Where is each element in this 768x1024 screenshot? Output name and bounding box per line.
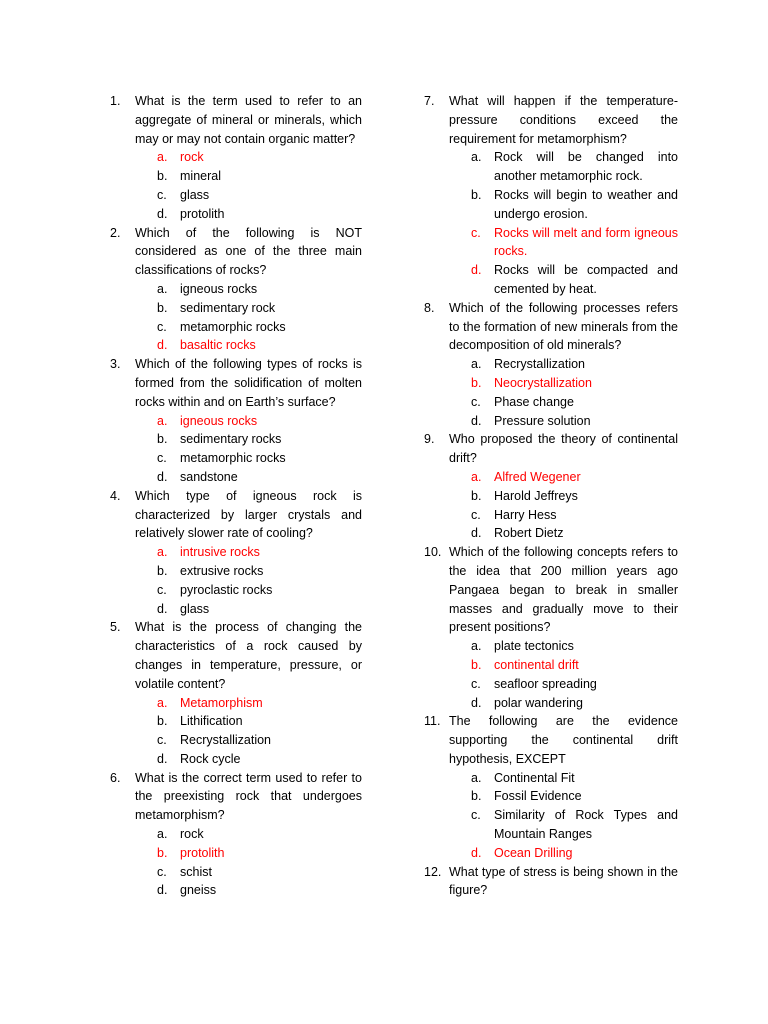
choice-letter: c. [157,733,167,748]
answer-choice [449,806,678,844]
choice-letter: d. [157,206,168,221]
answer-choice [449,637,678,656]
choice-letter: a. [157,413,168,428]
choice-letter: c. [471,394,481,409]
choice-text: basaltic rocks [180,338,256,353]
choice-letter: c. [471,676,481,691]
answer-choices [135,543,362,618]
answer-choice-correct [449,656,678,675]
choice-letter: b. [157,300,168,315]
question-item [424,430,678,543]
choice-text: Fossil Evidence [494,789,582,804]
choice-letter: b. [471,488,482,503]
answer-choice-correct [449,844,678,863]
choice-text: Similarity of Rock Types and Mountain Ranges [494,808,678,842]
question-item [110,487,362,619]
answer-choice [135,712,362,731]
choice-letter: d. [157,338,168,353]
choice-text: Harry Hess [494,507,557,522]
question-number: 2. [110,225,121,240]
answer-choice [135,430,362,449]
choice-letter: d. [157,883,168,898]
question-number: 8. [424,300,435,315]
choice-letter: b. [157,169,168,184]
answer-choice-correct [135,844,362,863]
choice-letter: a. [157,827,168,842]
answer-choices [135,825,362,900]
question-item [424,712,678,862]
answer-choice [449,355,678,374]
answer-choices [449,148,678,298]
answer-choice [135,731,362,750]
question-number: 11. [424,714,441,729]
choice-text: metamorphic rocks [180,319,286,334]
answer-choice [449,675,678,694]
answer-choices [449,468,678,543]
answer-choice-correct [135,543,362,562]
question-text: What type of stress is being shown in the figure? [449,864,678,898]
answer-choice-correct [449,468,678,487]
choice-letter: c. [157,319,167,334]
choice-letter: b. [471,375,482,390]
choice-text: pyroclastic rocks [180,582,273,597]
choice-letter: c. [471,225,481,240]
answer-choice [135,449,362,468]
question-text: What will happen if the temperature-pressure conditions exceed the requirement for metamorphism? [449,94,678,146]
answer-choice-correct [135,148,362,167]
choice-text: Rocks will melt and form igneous rocks. [494,225,678,259]
answer-choice [449,769,678,788]
choice-text: rock [180,827,204,842]
choice-text: Recrystallization [180,733,272,748]
answer-choice-correct [449,224,678,262]
choice-letter: d. [157,469,168,484]
question-text: Who proposed the theory of continental drift? [449,432,678,466]
question-number: 7. [424,94,435,108]
choice-letter: a. [157,545,168,560]
question-item [110,224,362,356]
question-item [110,355,362,487]
choice-letter: d. [471,263,482,278]
question-text: Which of the following types of rocks is formed from the solidification of molten rocks within and on Earth’s surface? [135,357,362,409]
question-number: 3. [110,357,121,372]
answer-choices [135,694,362,769]
choice-letter: a. [471,469,482,484]
answer-choice-correct [135,694,362,713]
choice-text: seafloor spreading [494,676,597,691]
choice-letter: b. [157,714,168,729]
answer-choice [449,694,678,713]
question-number: 5. [110,620,121,635]
question-item [110,618,362,768]
choice-text: glass [180,187,210,202]
choice-text: Rock will be changed into another metamorphic rock. [494,150,678,184]
question-text: What is the correct term used to refer to the preexisting rock that undergoes metamorphism? [135,770,362,823]
choice-letter: a. [471,150,482,165]
question-text: Which type of igneous rock is characterized by larger crystals and relatively slower rate of cooling? [135,488,362,541]
answer-choice [135,167,362,186]
choice-text: plate tectonics [494,639,574,654]
choice-text: Continental Fit [494,770,575,785]
answer-choice [449,412,678,431]
choice-text: Rocks will begin to weather and undergo erosion. [494,187,678,221]
left-column [110,92,362,900]
choice-text: intrusive rocks [180,545,260,560]
answer-choice [449,261,678,299]
choice-text: Harold Jeffreys [494,488,578,503]
question-item [424,299,678,431]
choice-letter: c. [157,451,167,466]
answer-choice [135,205,362,224]
answer-choices [135,280,362,355]
choice-text: gneiss [180,883,217,898]
choice-letter: d. [157,751,168,766]
answer-choice [135,186,362,205]
answer-choice-correct [135,412,362,431]
question-item [424,543,678,712]
question-text: Which of the following processes refers to the formation of new minerals from the decomposition of old minerals? [449,300,678,353]
answer-choices [449,637,678,712]
choice-text: polar wandering [494,695,583,710]
choice-text: continental drift [494,657,579,672]
answer-choice [135,299,362,318]
choice-letter: a. [157,281,168,296]
question-item [424,92,678,299]
question-item [110,92,362,224]
choice-text: mineral [180,169,221,184]
choice-text: rock [180,150,204,165]
choice-text: Recrystallization [494,357,586,372]
choice-text: schist [180,864,212,879]
answer-choice [135,581,362,600]
answer-choice [135,863,362,882]
choice-text: Phase change [494,394,574,409]
question-number: 1. [110,94,121,108]
answer-choices [449,769,678,863]
answer-choice [449,787,678,806]
choice-text: Ocean Drilling [494,845,573,860]
choice-letter: d. [471,526,482,541]
right-column [424,92,678,900]
question-text: Which of the following concepts refers to the idea that 200 million years ago Pangaea began to break in smaller masses and gradually move to their present positions? [449,545,678,635]
choice-letter: c. [471,808,481,823]
answer-choice [449,186,678,224]
choice-letter: c. [471,507,481,522]
choice-letter: a. [157,150,168,165]
choice-letter: b. [157,845,168,860]
choice-text: Lithification [180,714,243,729]
question-item [424,863,678,901]
choice-text: Pressure solution [494,413,591,428]
choice-letter: b. [471,187,482,202]
answer-choice [449,524,678,543]
choice-text: Rocks will be compacted and cemented by heat. [494,263,678,296]
answer-choice [135,318,362,337]
choice-text: sedimentary rocks [180,432,282,447]
choice-letter: c. [157,582,167,597]
answer-choices [449,355,678,430]
choice-text: metamorphic rocks [180,451,286,466]
answer-choice [449,506,678,525]
answer-choice [449,393,678,412]
choice-text: Robert Dietz [494,526,564,541]
choice-text: Alfred Wegener [494,469,581,484]
question-text: What is the process of changing the characteristics of a rock caused by changes in temperature, pressure, or volatile content? [135,620,362,691]
choice-letter: d. [471,413,482,428]
choice-text: protolith [180,206,225,221]
answer-choice [135,881,362,900]
answer-choice [135,825,362,844]
question-number: 12. [424,864,442,879]
choice-letter: d. [471,845,482,860]
answer-choices [135,148,362,223]
answer-choice [449,487,678,506]
choice-letter: c. [157,864,167,879]
choice-text: Metamorphism [180,695,263,710]
question-item [110,769,362,901]
choice-text: Neocrystallization [494,375,592,390]
answer-choice [449,148,678,186]
question-text: The following are the evidence supporting the continental drift hypothesis, EXCEPT [449,714,678,766]
question-number: 9. [424,432,435,447]
question-number: 10. [424,545,442,560]
answer-choice [135,562,362,581]
choice-text: sedimentary rock [180,300,276,315]
choice-letter: b. [471,657,482,672]
choice-letter: b. [471,789,482,804]
choice-text: sandstone [180,469,238,484]
choice-text: igneous rocks [180,281,258,296]
choice-letter: a. [157,695,168,710]
question-text: Which of the following is NOT considered as one of the three main classifications of rocks? [135,225,362,278]
choice-letter: d. [157,601,168,616]
choice-letter: b. [157,563,168,578]
choice-letter: a. [471,770,482,785]
question-number: 6. [110,770,121,785]
choice-text: extrusive rocks [180,563,264,578]
choice-letter: a. [471,639,482,654]
choice-text: Rock cycle [180,751,241,766]
answer-choices [135,412,362,487]
choice-letter: b. [157,432,168,447]
answer-choice [135,750,362,769]
question-number: 4. [110,488,121,503]
choice-letter: d. [471,695,482,710]
answer-choice [135,468,362,487]
answer-choice [135,600,362,619]
answer-choice-correct [449,374,678,393]
choice-letter: a. [471,357,482,372]
choice-text: protolith [180,845,225,860]
choice-text: glass [180,601,210,616]
choice-letter: c. [157,187,167,202]
answer-choice [135,280,362,299]
choice-text: igneous rocks [180,413,258,428]
answer-choice-correct [135,336,362,355]
question-text: What is the term used to refer to an aggregate of mineral or minerals, which may or may not contain organic matter? [135,94,362,146]
